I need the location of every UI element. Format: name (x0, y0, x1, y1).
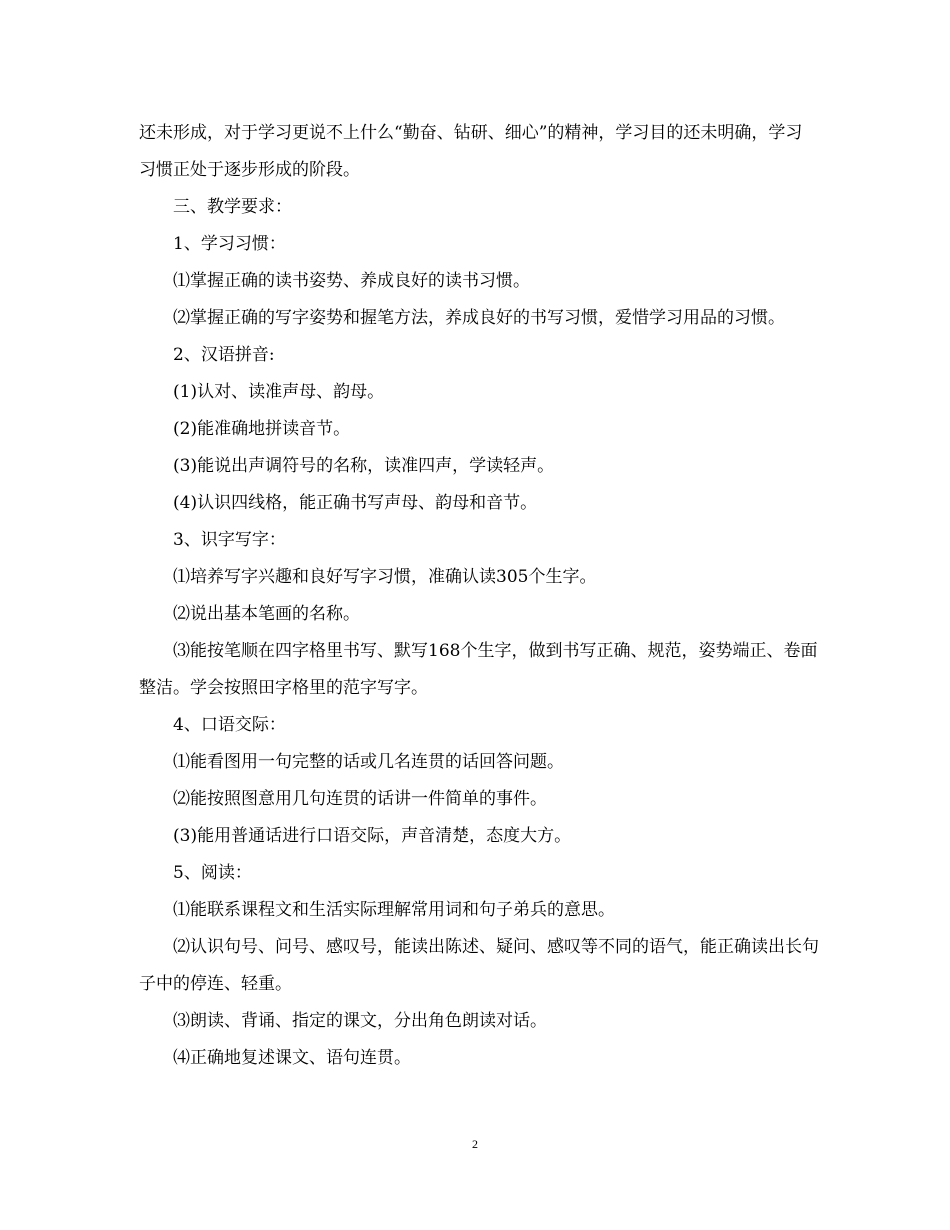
paragraph: ⑷正确地复述课文、语句连贯。 (173, 1048, 411, 1068)
paragraph: 三、教学要求： (173, 197, 292, 217)
paragraph: ⑵说出基本笔画的名称。 (173, 604, 360, 624)
paragraph: ⑶朗读、背诵、指定的课文，分出角色朗读对话。 (173, 1011, 547, 1031)
paragraph: (2)能准确地拼读音节。 (173, 419, 351, 439)
paragraph: (3)能用普通话进行口语交际，声音清楚，态度大方。 (173, 826, 572, 846)
paragraph: (3)能说出声调符号的名称，读准四声，学读轻声。 (173, 456, 555, 476)
paragraph: ⑶能按笔顺在四字格里书写、默写168个生字，做到书写正确、规范，姿势端正、卷面整洁。学会按照田字格里的范字写字。 (139, 641, 818, 698)
paragraph: (1)认对、读准声母、韵母。 (173, 382, 385, 402)
paragraph: 1、学习习惯： (173, 234, 286, 254)
document-body (139, 115, 819, 1077)
page-number: 2 (472, 1137, 478, 1151)
paragraph: 还未形成，对于学习更说不上什么“勤奋、钻研、细心”的精神，学习目的还未明确，学习习惯正处于逐步形成的阶段。 (139, 123, 803, 180)
paragraph: ⑴能联系课程文和生活实际理解常用词和句子弟兵的意思。 (173, 900, 615, 920)
paragraph: 4、口语交际： (173, 715, 286, 735)
paragraph: 2、汉语拼音: (173, 345, 275, 365)
paragraph: ⑴培养写字兴趣和良好写字习惯，准确认读305个生字。 (173, 567, 597, 587)
paragraph: ⑵掌握正确的写字姿势和握笔方法，养成良好的书写习惯，爱惜学习用品的习惯。 (173, 308, 785, 328)
paragraph: 5、阅读： (173, 863, 252, 883)
paragraph: 3、识字写字： (173, 530, 286, 550)
paragraph: ⑴能看图用一句完整的话或几名连贯的话回答问题。 (173, 752, 564, 772)
paragraph: (4)认识四线格，能正确书写声母、韵母和音节。 (173, 493, 538, 513)
paragraph: ⑵能按照图意用几句连贯的话讲一件简单的事件。 (173, 789, 547, 809)
paragraph: ⑵认识句号、问号、感叹号，能读出陈述、疑问、感叹等不同的语气，能正确读出长句子中的停连、轻重。 (139, 937, 819, 994)
paragraph: ⑴掌握正确的读书姿势、养成良好的读书习惯。 (173, 271, 530, 291)
